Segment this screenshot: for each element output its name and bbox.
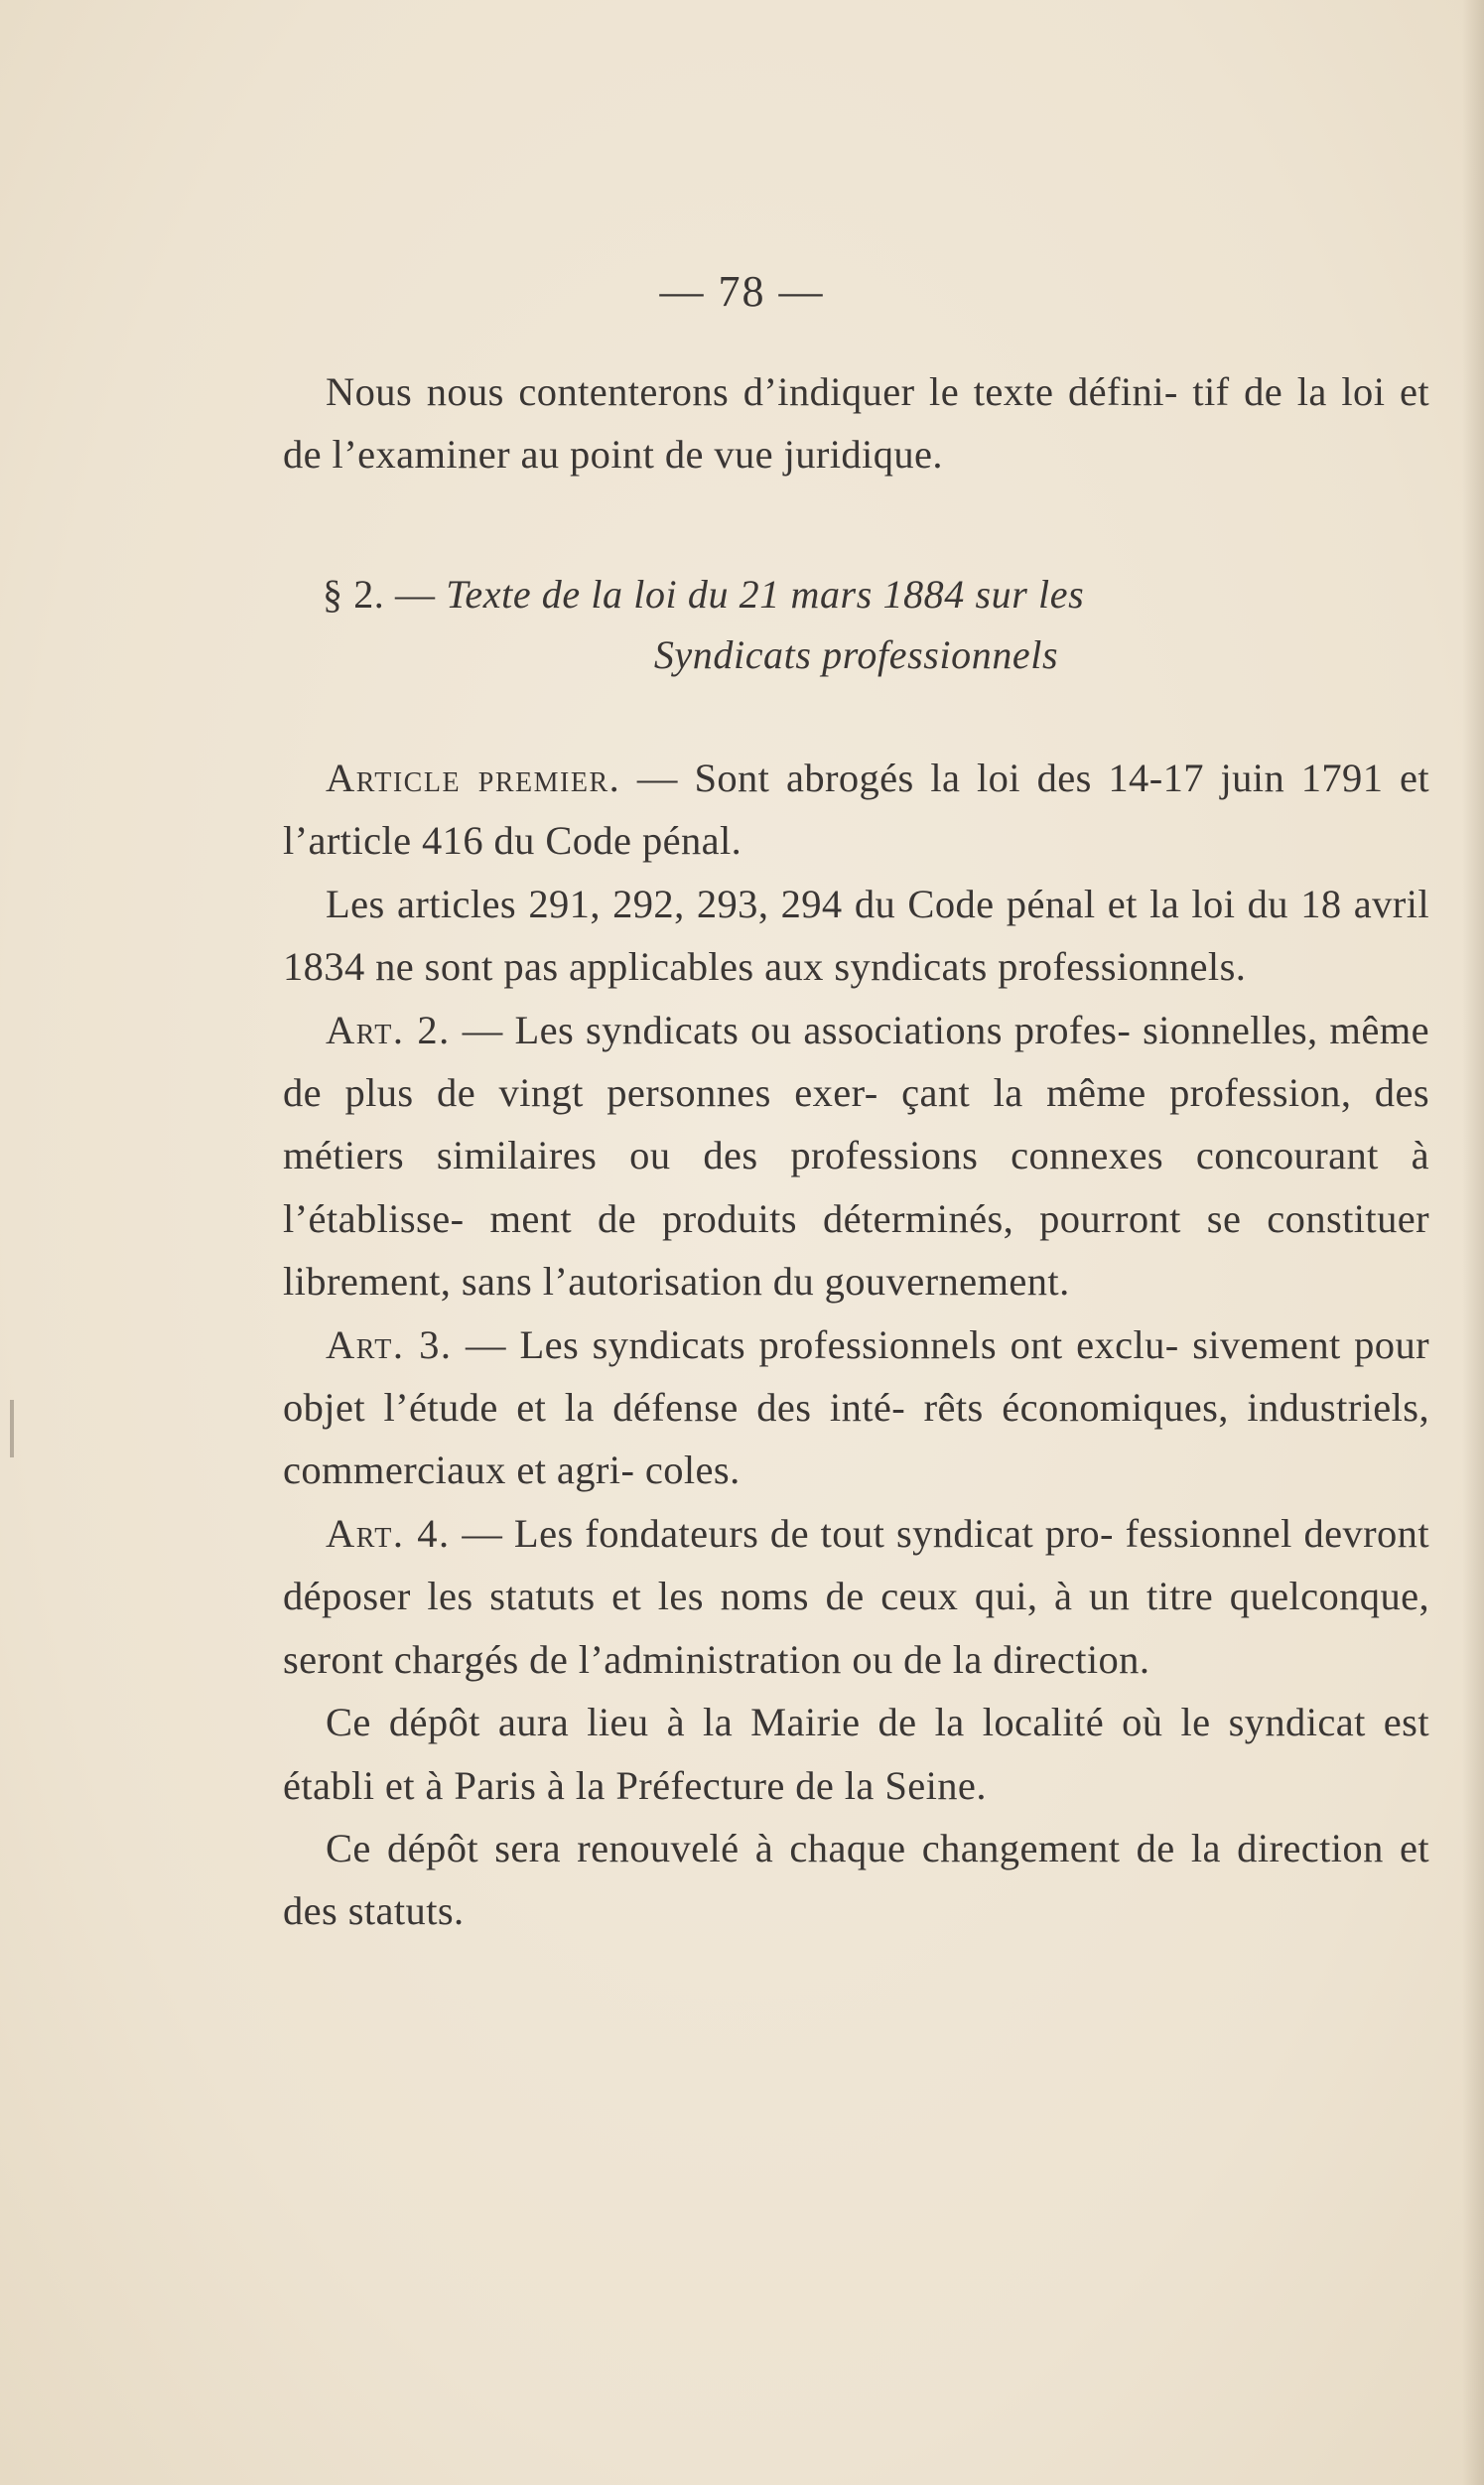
- article-4-paragraph-3: Ce dépôt sera renouvelé à chaque changement de la direction et des statuts.: [283, 1825, 1429, 1934]
- section-title-line1: Texte de la loi du 21 mars 1884 sur les: [446, 572, 1085, 617]
- article-4: [283, 1502, 1429, 1691]
- article-1-paragraph-2: Les articles 291, 292, 293, 294 du Code pénal et la loi du 18 avril 1834 ne sont pas applicables aux syndicats professionnels.: [283, 881, 1429, 990]
- law-text: [283, 747, 1429, 1943]
- article-label: Article premier.: [326, 756, 621, 800]
- section-heading-line1: [283, 564, 1429, 624]
- section-marker: § 2. —: [323, 572, 436, 617]
- article-4-paragraph-2: Ce dépôt aura lieu à la Mairie de la localité où le syndicat est établi et à Paris à la Préfecture de la Seine.: [283, 1700, 1429, 1808]
- page-number: — 78 —: [659, 267, 825, 316]
- article-label: Art. 2.: [326, 1007, 451, 1052]
- article-label: Art. 4.: [326, 1510, 451, 1556]
- article-label: Art. 3.: [326, 1321, 453, 1367]
- article-3: [283, 1313, 1429, 1502]
- section-heading: [283, 564, 1429, 685]
- margin-mark: [10, 1400, 14, 1457]
- intro-paragraph: [283, 360, 1429, 486]
- intro-text: Nous nous contenterons d’indiquer le texte défini- tif de la loi et de l’examiner au point de vue juridique.: [283, 369, 1429, 478]
- article-text: — Les syndicats ou associations profes- sionnelles, même de plus de vingt personnes exer- çant la même profession, des métiers similaires ou des professions connexes concourant à l’établisse- ment de produits déterminés, pourront se constituer librement, sans l’autorisation du gouvernement.: [283, 1007, 1429, 1305]
- article-text: — Les syndicats professionnels ont exclu- sivement pour objet l’étude et la défense des inté- rêts économiques, industriels, commerciaux et agri- coles.: [283, 1321, 1429, 1493]
- section-title-line2: Syndicats professionnels: [653, 632, 1059, 677]
- article-2: [283, 999, 1429, 1313]
- page-edge-shadow: [1462, 0, 1484, 2485]
- article-text: — Sont abrogés la loi des 14-17 juin 1791 et l’article 416 du Code pénal.: [283, 756, 1430, 864]
- article-1: [283, 747, 1429, 873]
- article-text: — Les fondateurs de tout syndicat pro- fessionnel devront déposer les statuts et les noms de ceux qui, à un titre quelconque, seront chargés de l’administration ou de la direction.: [283, 1510, 1429, 1682]
